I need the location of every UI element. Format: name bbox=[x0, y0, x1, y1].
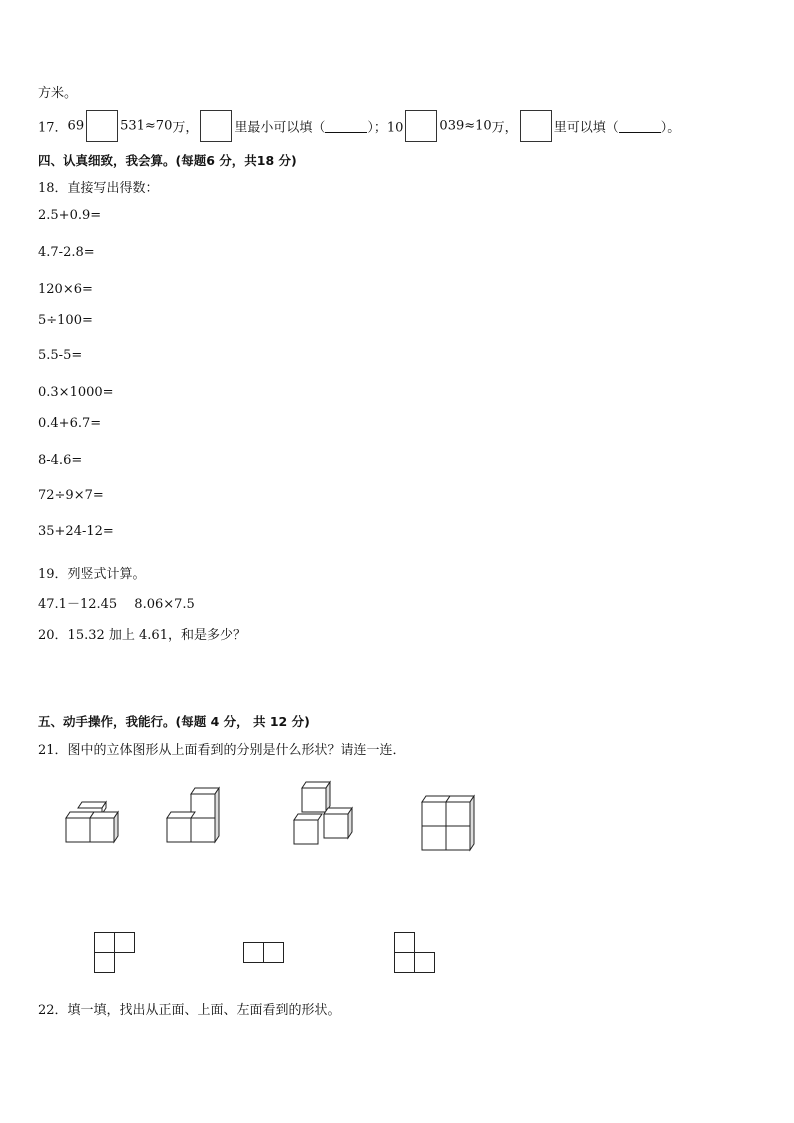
q17-part: 039≈10 bbox=[439, 118, 492, 134]
answer-blank-1[interactable] bbox=[325, 120, 367, 133]
solid-figure-3 bbox=[290, 780, 366, 852]
top-view-1 bbox=[94, 932, 138, 976]
section-5-heading: 五、动手操作，我能行。(每题 4 分， 共 12 分) bbox=[38, 714, 310, 729]
question-19: 19．列竖式计算。 bbox=[38, 567, 146, 582]
continued-text: 方米。 bbox=[38, 86, 78, 101]
q17-part: 69 bbox=[67, 118, 85, 134]
top-view-2 bbox=[243, 942, 287, 966]
answer-box-2[interactable] bbox=[200, 110, 232, 142]
top-view-3 bbox=[394, 932, 438, 976]
q17-part: 万， bbox=[491, 120, 518, 136]
question-19-items: 47.1－12.45 8.06×7.5 bbox=[38, 597, 195, 612]
answer-box-3[interactable] bbox=[405, 110, 437, 142]
q17-part: 里最小可以填（ bbox=[234, 120, 326, 136]
q17-part: 里可以填（ bbox=[553, 120, 619, 136]
calc-item: 35+24-12= bbox=[38, 524, 114, 539]
question-20: 20．15.32 加上 4.61，和是多少？ bbox=[38, 628, 246, 643]
question-18: 18．直接写出得数： bbox=[38, 181, 159, 196]
solid-figure-2 bbox=[164, 786, 234, 850]
q17-number: 17． bbox=[38, 120, 68, 136]
question-17 bbox=[38, 110, 680, 142]
question-22: 22．填一填，找出从正面、上面、左面看到的形状。 bbox=[38, 1003, 341, 1018]
solid-figure-1 bbox=[60, 798, 130, 848]
calc-item: 0.3×1000= bbox=[38, 385, 114, 400]
answer-blank-2[interactable] bbox=[619, 120, 661, 133]
calc-item: 8-4.6= bbox=[38, 453, 83, 468]
solid-figure-4 bbox=[420, 792, 490, 858]
calc-item: 0.4+6.7= bbox=[38, 416, 102, 431]
calc-item: 4.7-2.8= bbox=[38, 245, 95, 260]
q17-part: 万， bbox=[172, 120, 199, 136]
q17-part: 531≈70 bbox=[120, 118, 173, 134]
q17-part: ）。 bbox=[660, 120, 681, 136]
calc-item: 5.5-5= bbox=[38, 348, 83, 363]
calc-item: 120×6= bbox=[38, 282, 93, 297]
calc-item: 2.5+0.9= bbox=[38, 208, 102, 223]
q17-part: ）；10 bbox=[367, 120, 404, 136]
calc-item: 5÷100= bbox=[38, 313, 93, 328]
answer-box-1[interactable] bbox=[86, 110, 118, 142]
calc-item: 72÷9×7= bbox=[38, 488, 104, 503]
question-21: 21．图中的立体图形从上面看到的分别是什么形状？请连一连． bbox=[38, 743, 406, 758]
section-4-heading: 四、认真细致，我会算。(每题6 分，共18 分) bbox=[38, 153, 297, 168]
answer-box-4[interactable] bbox=[520, 110, 552, 142]
